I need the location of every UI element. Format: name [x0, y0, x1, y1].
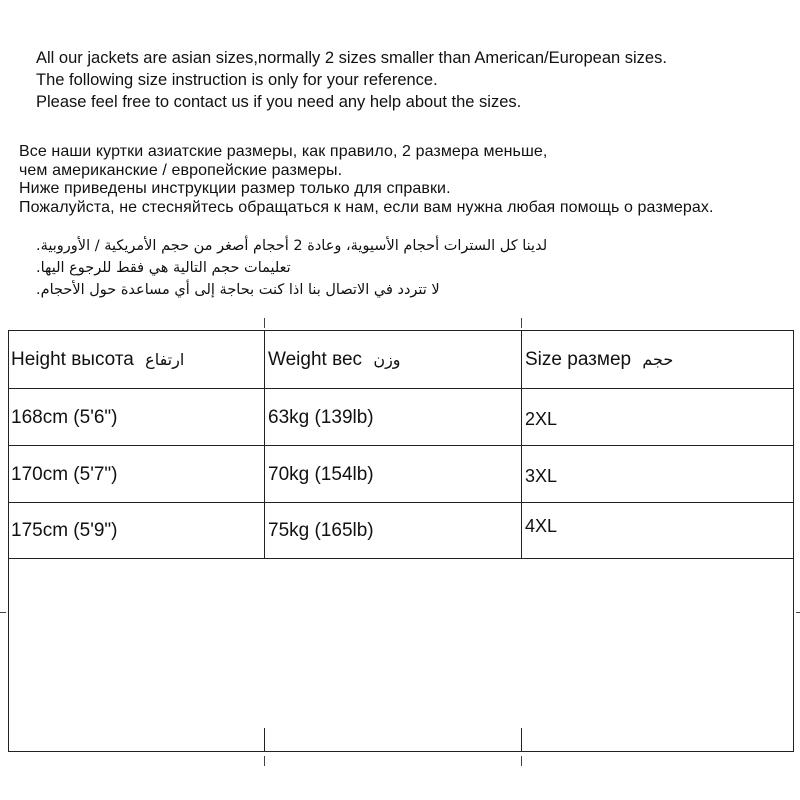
header-weight-ru: вес — [332, 349, 363, 370]
table-col-divider — [264, 728, 265, 752]
intro-ru-line: Ниже приведены инструкции размер только для справки. — [19, 180, 451, 197]
cell-height: 175cm (5'9") — [11, 520, 118, 541]
header-size-ar: حجم — [642, 350, 674, 369]
table-col-divider — [521, 728, 522, 752]
intro-ar-line: تعليمات حجم التالية هي فقط للرجوع اليها. — [36, 260, 291, 276]
header-height-ar: ارتفاع — [145, 350, 185, 369]
table-row-divider — [8, 445, 794, 446]
header-weight-ar: وزن — [373, 350, 401, 369]
cell-size: 2XL — [525, 409, 558, 429]
crop-tick — [0, 612, 6, 613]
cell-height: 170cm (5'7") — [11, 464, 118, 485]
cell-height: 168cm (5'6") — [11, 407, 118, 428]
crop-tick — [521, 318, 522, 328]
crop-tick — [264, 318, 265, 328]
intro-arabic — [36, 235, 656, 301]
cell-weight: 70kg (154lb) — [268, 464, 374, 485]
header-height-ru: высота — [71, 349, 134, 370]
table-row-divider — [8, 388, 794, 389]
header-size-ru: размер — [567, 349, 632, 370]
table-col-divider — [264, 330, 265, 559]
cell-weight: 63kg (139lb) — [268, 407, 374, 428]
intro-en-line: Please feel free to contact us if you need any help about the sizes. — [36, 93, 522, 111]
intro-ru-line: Все наши куртки азиатские размеры, как правило, 2 размера меньше, — [19, 143, 548, 160]
table-col-divider — [521, 330, 522, 559]
table-row-divider — [8, 502, 794, 503]
intro-en-line: All our jackets are asian sizes,normally 2 sizes smaller than American/European sizes. — [36, 49, 667, 67]
table-frame — [8, 330, 794, 752]
cell-weight: 75kg (165lb) — [268, 520, 374, 541]
intro-en-line: The following size instruction is only for your reference. — [36, 71, 438, 89]
header-size-en: Size — [525, 349, 562, 370]
header-height — [11, 349, 184, 371]
header-height-en: Height — [11, 349, 66, 370]
header-weight-en: Weight — [268, 349, 327, 370]
intro-russian — [19, 143, 714, 217]
crop-tick — [264, 756, 265, 766]
intro-ar-line: لا تتردد في الاتصال بنا اذا كنت بحاجة إلى أي مساعدة حول الأحجام. — [36, 282, 440, 298]
intro-ru-line: Пожалуйста, не стесняйтесь обращаться к нам, если вам нужна любая помощь о размерах. — [19, 198, 714, 216]
cell-size: 4XL — [525, 516, 558, 536]
table-row-divider — [8, 558, 794, 559]
header-size — [525, 349, 673, 371]
cell-size: 3XL — [525, 466, 558, 486]
intro-english — [36, 47, 667, 113]
crop-tick — [521, 756, 522, 766]
crop-tick — [796, 612, 800, 613]
intro-ru-line: чем американские / европейские размеры. — [19, 161, 343, 179]
intro-ar-line: لدينا كل السترات أحجام الأسيوية، وعادة 2 أحجام أصغر من حجم الأمريكية / الأوروبية. — [36, 238, 548, 254]
header-weight — [268, 349, 401, 371]
